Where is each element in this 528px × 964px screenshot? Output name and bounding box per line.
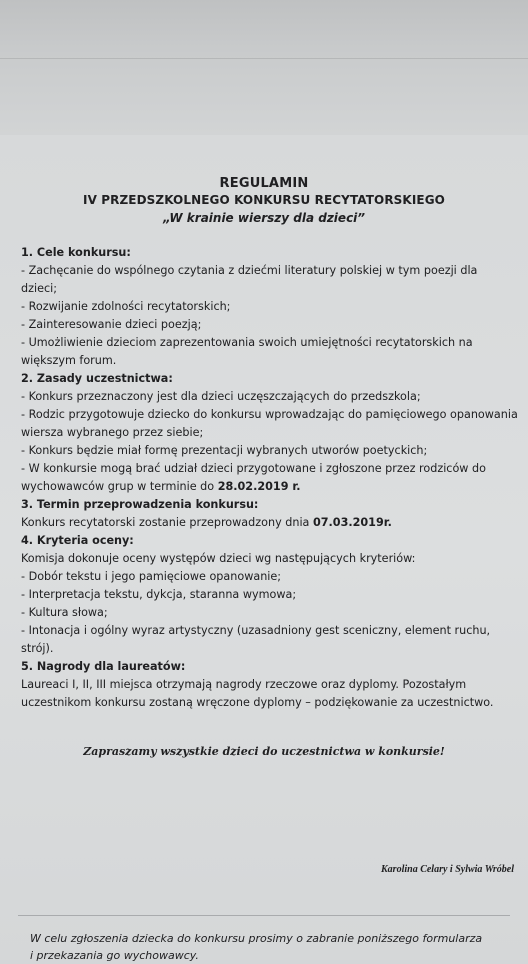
signature: Karolina Celary i Sylwia Wróbel <box>381 864 514 875</box>
section-heading-date: 3. Termin przeprowadzenia konkursu: <box>21 498 259 511</box>
divider <box>18 915 510 916</box>
contest-date: 07.03.2019r. <box>312 516 392 529</box>
deadline-prefix: wychowawców grup w terminie do <box>21 480 218 493</box>
list-item: - Rodzic przygotowuje dziecko do konkursu wprowadzając do pamięciowego opanowania <box>21 408 518 421</box>
footer-note <box>30 930 520 964</box>
footer-line: W celu zgłoszenia dziecka do konkursu prosimy o zabranie poniższego formularza <box>30 932 483 945</box>
list-item: - Konkurs przeznaczony jest dla dzieci uczęszczających do przedszkola; <box>21 390 421 403</box>
list-item: - W konkursie mogą brać udział dzieci przygotowane i zgłoszone przez rodziców do <box>21 462 486 475</box>
list-item <box>21 478 499 496</box>
section-heading-prizes: 5. Nagrody dla laureatów: <box>21 660 186 673</box>
list-item: strój). <box>21 642 54 655</box>
list-item: Laureaci I, II, III miejsca otrzymają nagrody rzeczowe oraz dyplomy. Pozostałym <box>21 678 467 691</box>
document-body <box>21 244 518 712</box>
list-item <box>21 514 499 532</box>
document-subtitle: IV PRZEDSZKOLNEGO KONKURSU RECYTATORSKIEGO <box>83 193 445 207</box>
list-item: - Interpretacja tekstu, dykcja, staranna wymowa; <box>21 588 297 601</box>
document-title: REGULAMIN <box>219 176 309 191</box>
list-item: - Rozwijanie zdolności recytatorskich; <box>21 300 231 313</box>
date-prefix: Konkurs recytatorski zostanie przeprowadzony dnia <box>21 516 313 529</box>
list-item: - Kultura słowa; <box>21 606 108 619</box>
background-wall <box>0 0 528 135</box>
list-item: uczestnikom konkursu zostaną wręczone dyplomy – podziękowanie za uczestnictwo. <box>21 696 494 709</box>
deadline-date: 28.02.2019 r. <box>217 480 301 493</box>
list-item: - Konkurs będzie miał formę prezentacji wybranych utworów poetyckich; <box>21 444 428 457</box>
section-heading-rules: 2. Zasady uczestnictwa: <box>21 372 173 385</box>
list-item: większym forum. <box>21 354 117 367</box>
paper-fold-line <box>0 58 528 59</box>
section-heading-criteria: 4. Kryteria oceny: <box>21 534 134 547</box>
list-item: Komisja dokonuje oceny występów dzieci wg następujących kryteriów: <box>21 552 416 565</box>
list-item: - Zainteresowanie dzieci poezją; <box>21 318 202 331</box>
invitation-text: Zapraszamy wszystkie dzieci do uczestnictwa w konkursie! <box>83 745 445 758</box>
list-item: - Umożliwienie dzieciom zaprezentowania swoich umiejętności recytatorskich na <box>21 336 473 349</box>
list-item: - Intonacja i ogólny wyraz artystyczny (uzasadniony gest sceniczny, element ruchu, <box>21 624 491 637</box>
list-item: - Dobór tekstu i jego pamięciowe opanowanie; <box>21 570 282 583</box>
footer-line: i przekazania go wychowawcy. <box>30 949 199 962</box>
list-item: wiersza wybranego przez siebie; <box>21 426 204 439</box>
list-item: - Zachęcanie do wspólnego czytania z dziećmi literatury polskiej w tym poezji dla <box>21 264 478 277</box>
document-theme: „W krainie wierszy dla dzieci” <box>162 211 366 225</box>
list-item: dzieci; <box>21 282 57 295</box>
section-heading-goals: 1. Cele konkursu: <box>21 246 131 259</box>
